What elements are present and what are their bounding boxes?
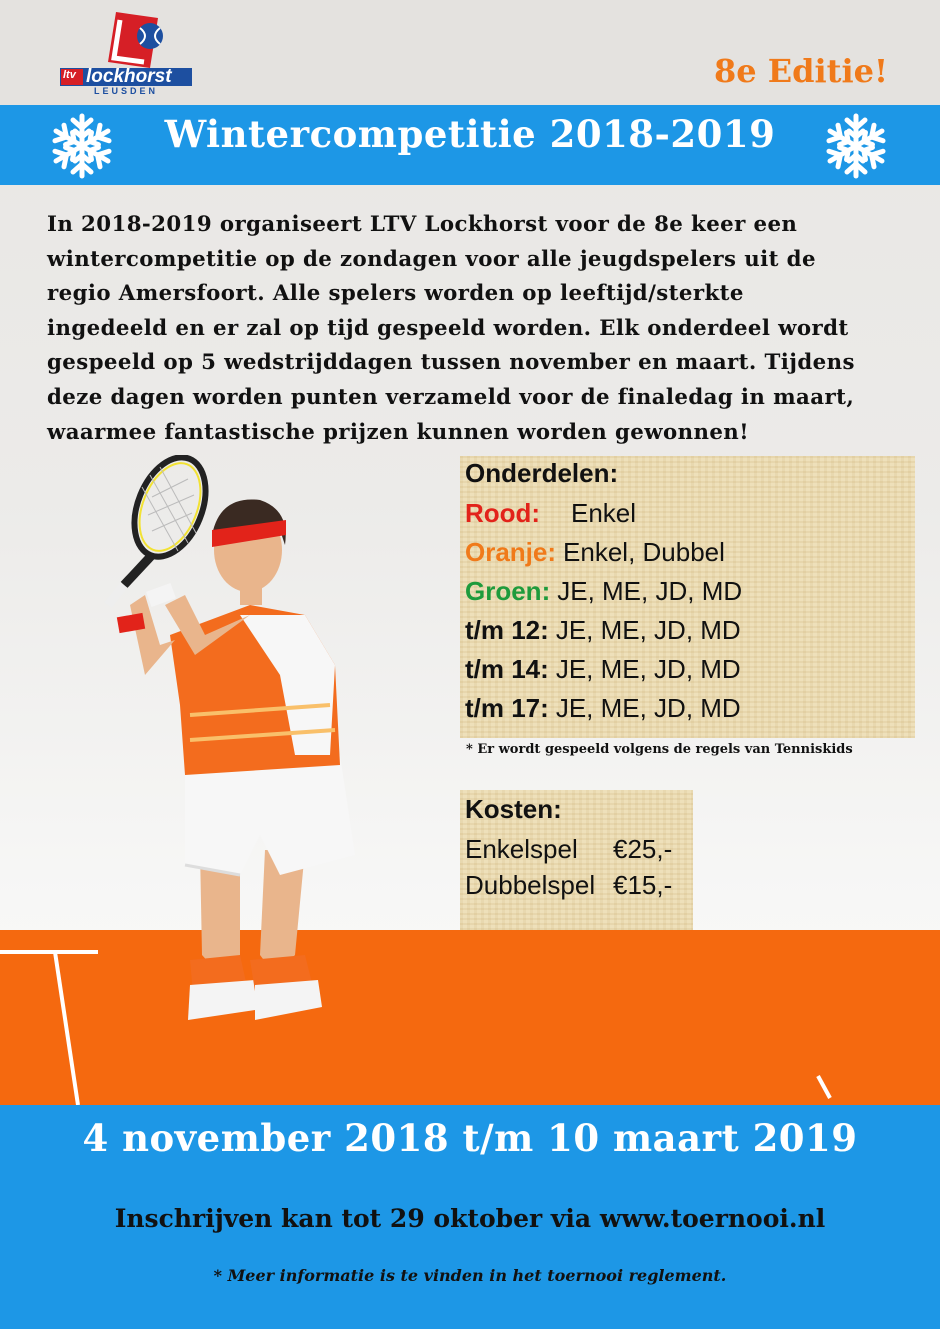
event-row-rood xyxy=(465,498,636,529)
cost-label: Dubbelspel xyxy=(465,870,596,900)
intro-line: wintercompetitie op de zondagen voor alle jeugdspelers uit de xyxy=(47,246,816,272)
club-logo xyxy=(58,8,198,100)
event-row-tm14 xyxy=(465,654,741,685)
intro-line: regio Amersfoort. Alle spelers worden op leeftijd/sterkte xyxy=(47,281,744,307)
event-row-tm17 xyxy=(465,693,741,724)
event-row-groen xyxy=(465,576,742,607)
registration-info: Inschrijven kan tot 29 oktober via www.toernooi.nl xyxy=(114,1204,826,1233)
tennis-racket-icon xyxy=(108,455,219,605)
cost-price: €15,- xyxy=(613,870,673,900)
event-label: Groen: xyxy=(465,576,551,606)
event-value: JE, ME, JD, MD xyxy=(557,576,743,606)
intro-text xyxy=(47,208,907,450)
cost-row-single xyxy=(465,834,672,865)
event-value: JE, ME, JD, MD xyxy=(555,654,741,684)
event-value: Enkel, Dubbel xyxy=(563,537,725,567)
intro-line: In 2018-2019 organiseert LTV Lockhorst voor de 8e keer een xyxy=(47,212,798,237)
event-row-tm12 xyxy=(465,615,741,646)
event-label: t/m 12: xyxy=(465,615,549,645)
event-row-oranje xyxy=(465,537,725,568)
logo-brand: ltv xyxy=(63,69,76,81)
more-info-note: * Meer informatie is te vinden in het toernooi reglement. xyxy=(213,1266,727,1285)
cost-price: €25,- xyxy=(613,834,673,864)
rules-footnote: * Er wordt gespeeld volgens de regels van Tenniskids xyxy=(466,742,853,757)
event-label: t/m 14: xyxy=(465,654,549,684)
tennis-player-illustration xyxy=(90,455,380,1055)
intro-line: ingedeeld en er zal op tijd gespeeld worden. Elk onderdeel wordt xyxy=(47,315,849,341)
event-label: t/m 17: xyxy=(465,693,549,723)
logo-place: LEUSDEN xyxy=(94,86,159,96)
page-title: Wintercompetitie 2018-2019 xyxy=(164,112,776,156)
event-value: Enkel xyxy=(571,498,637,528)
snowflake-icon xyxy=(48,112,116,180)
snowflake-icon xyxy=(822,112,890,180)
intro-line: deze dagen worden punten verzameld voor de finaledag in maart, xyxy=(47,384,855,410)
cost-row-double xyxy=(465,870,672,901)
event-label: Oranje: xyxy=(465,537,557,567)
intro-line: waarmee fantastische prijzen kunnen worden gewonnen! xyxy=(47,419,749,445)
competition-dates: 4 november 2018 t/m 10 maart 2019 xyxy=(82,1116,858,1160)
cost-label: Enkelspel xyxy=(465,834,578,864)
events-heading: Onderdelen: xyxy=(465,458,619,488)
event-value: JE, ME, JD, MD xyxy=(555,693,741,723)
event-value: JE, ME, JD, MD xyxy=(555,615,741,645)
edition-label: 8e Editie! xyxy=(713,52,888,90)
costs-heading: Kosten: xyxy=(465,794,562,824)
logo-name: lockhorst xyxy=(86,66,172,87)
intro-line: gespeeld op 5 wedstrijddagen tussen november en maart. Tijdens xyxy=(47,350,855,376)
event-label: Rood: xyxy=(465,498,541,528)
